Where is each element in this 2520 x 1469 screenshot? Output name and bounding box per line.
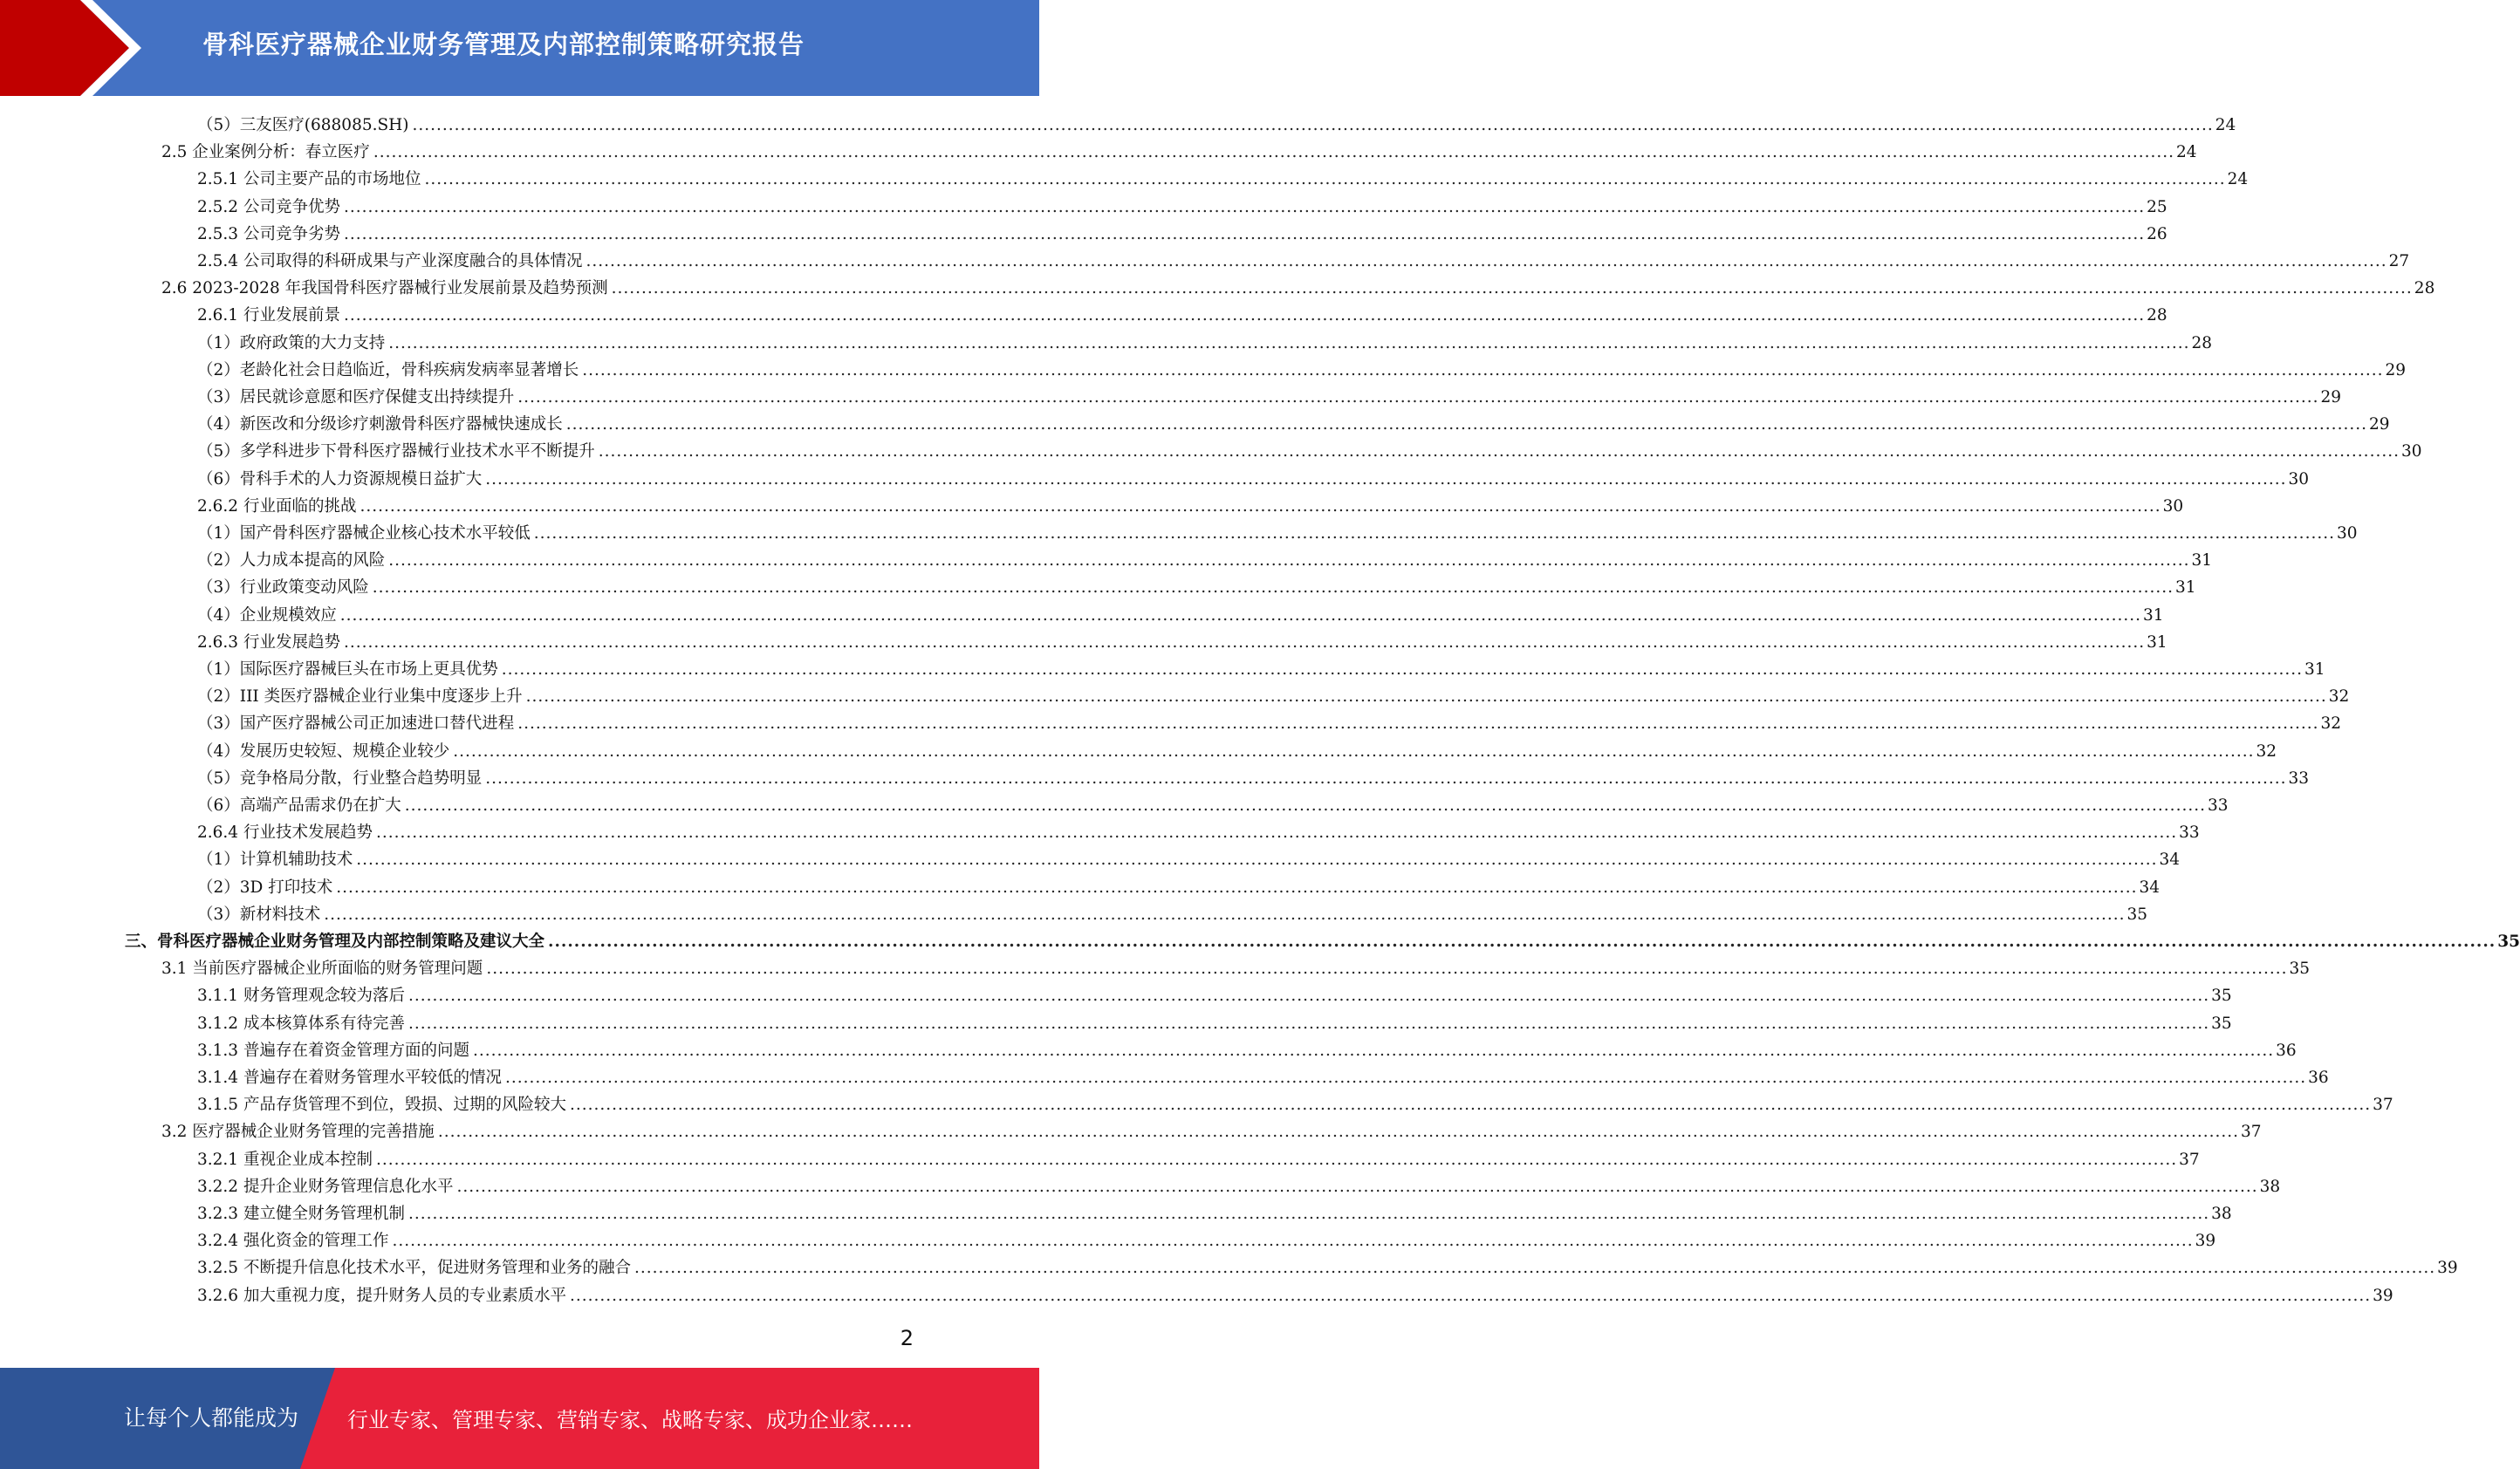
toc-dot-leader: ............................................................................................................................................................................................................................................................................................................ bbox=[424, 170, 2226, 189]
toc-entry[interactable] bbox=[197, 1254, 2458, 1281]
toc-entry[interactable] bbox=[197, 683, 2350, 710]
toc-dot-leader: ............................................................................................................................................................................................................................................................................................................ bbox=[633, 1259, 2436, 1278]
toc-entry[interactable] bbox=[197, 221, 2167, 248]
toc-dot-leader: ............................................................................................................................................................................................................................................................................................................ bbox=[375, 1150, 2178, 1169]
toc-entry-label: 3.2.2 提升企业财务管理信息化水平 bbox=[197, 1177, 454, 1196]
toc-entry-label: （3）行业政策变动风险 bbox=[197, 578, 369, 598]
toc-entry[interactable] bbox=[197, 629, 2167, 656]
toc-dot-leader: ............................................................................................................................................................................................................................................................................................................ bbox=[343, 632, 2146, 652]
toc-dot-leader: ............................................................................................................................................................................................................................................................................................................ bbox=[373, 143, 2174, 162]
toc-entry[interactable] bbox=[161, 955, 2311, 982]
toc-entry[interactable] bbox=[197, 1064, 2329, 1091]
toc-entry-label: 三、骨科医疗器械企业财务管理及内部控制策略及建议大全 bbox=[125, 933, 545, 951]
toc-entry-label: （1）计算机辅助技术 bbox=[197, 851, 353, 870]
toc-entry-label: （4）发展历史较短、规模企业较少 bbox=[197, 741, 450, 761]
toc-entry-page: 37 bbox=[2179, 1150, 2200, 1169]
toc-entry-label: 3.1.2 成本核算体系有待完善 bbox=[197, 1014, 405, 1033]
toc-entry-page: 34 bbox=[2139, 878, 2160, 897]
toc-entry-page: 36 bbox=[2276, 1041, 2297, 1060]
toc-entry-label: 2.6 2023-2028 年我国骨科医疗器械行业发展前景及趋势预测 bbox=[161, 279, 608, 298]
toc-entry-label: 3.2.6 加大重视力度，提升财务人员的专业素质水平 bbox=[197, 1286, 566, 1305]
toc-entry-page: 35 bbox=[2126, 905, 2148, 924]
toc-dot-leader: ............................................................................................................................................................................................................................................................................................................ bbox=[437, 1123, 2239, 1142]
toc-entry[interactable] bbox=[197, 765, 2310, 792]
toc-entry-page: 31 bbox=[2191, 551, 2213, 571]
toc-entry[interactable] bbox=[197, 1037, 2297, 1064]
toc-entry[interactable] bbox=[197, 166, 2249, 193]
toc-entry-label: （1）国际医疗器械巨头在市场上更具优势 bbox=[197, 660, 498, 679]
toc-entry-page: 25 bbox=[2147, 197, 2167, 216]
toc-entry[interactable] bbox=[197, 248, 2410, 275]
toc-entry-page: 38 bbox=[2211, 1205, 2232, 1223]
toc-dot-leader: ............................................................................................................................................................................................................................................................................................................ bbox=[336, 878, 2138, 897]
toc-entry-label: 2.5.3 公司竞争劣势 bbox=[197, 224, 340, 243]
toc-dot-leader: ............................................................................................................................................................................................................................................................................................................ bbox=[533, 524, 2335, 543]
toc-dot-leader: ............................................................................................................................................................................................................................................................................................................ bbox=[343, 306, 2146, 325]
toc-entry-page: 24 bbox=[2176, 143, 2197, 162]
toc-dot-leader: ............................................................................................................................................................................................................................................................................................................ bbox=[392, 1232, 2194, 1251]
toc-entry-label: 3.1 当前医疗器械企业所面临的财务管理问题 bbox=[161, 960, 483, 979]
toc-entry-label: 2.6.4 行业技术发展趋势 bbox=[197, 823, 373, 843]
toc-dot-leader: ............................................................................................................................................................................................................................................................................................................ bbox=[504, 1069, 2307, 1087]
toc-entry[interactable] bbox=[197, 874, 2160, 901]
toc-entry-label: 2.5.1 公司主要产品的市场地位 bbox=[197, 170, 421, 189]
footer-slogan-left: 让每个人都能成为 bbox=[124, 1405, 299, 1431]
toc-entry-label: 2.6.2 行业面临的挑战 bbox=[197, 496, 357, 516]
toc-entry[interactable] bbox=[197, 1146, 2200, 1173]
page-number: 2 bbox=[900, 1326, 914, 1350]
toc-dot-leader: ............................................................................................................................................................................................................................................................................................................ bbox=[585, 252, 2387, 270]
toc-entry[interactable] bbox=[197, 411, 2390, 438]
toc-entry-page: 28 bbox=[2147, 306, 2167, 325]
toc-entry-page: 39 bbox=[2437, 1259, 2458, 1278]
toc-entry-label: 2.5 企业案例分析：春立医疗 bbox=[161, 143, 370, 162]
toc-dot-leader: ............................................................................................................................................................................................................................................................................................................ bbox=[407, 987, 2210, 1006]
toc-entry-label: 3.1.4 普遍存在着财务管理水平较低的情况 bbox=[197, 1069, 502, 1087]
toc-dot-leader: ............................................................................................................................................................................................................................................................................................................ bbox=[343, 224, 2146, 243]
toc-entry-label: （2）III 类医疗器械企业行业集中度逐步上升 bbox=[197, 687, 523, 707]
toc-entry-page: 24 bbox=[2227, 170, 2249, 189]
toc-entry-page: 35 bbox=[2497, 933, 2520, 951]
toc-entry-label: 3.2.5 不断提升信息化技术水平，促进财务管理和业务的融合 bbox=[197, 1259, 631, 1278]
toc-entry[interactable] bbox=[197, 112, 2236, 139]
toc-entry-page: 39 bbox=[2195, 1232, 2216, 1251]
toc-entry-label: （1）国产骨科医疗器械企业核心技术水平较低 bbox=[197, 524, 531, 543]
toc-entry-page: 37 bbox=[2241, 1123, 2262, 1142]
toc-dot-leader: ............................................................................................................................................................................................................................................................................................................ bbox=[569, 1286, 2372, 1305]
toc-dot-leader: ............................................................................................................................................................................................................................................................................................................ bbox=[582, 360, 2384, 379]
toc-dot-leader: ............................................................................................................................................................................................................................................................................................................ bbox=[407, 1205, 2210, 1223]
toc-entry-label: （2）老龄化社会日趋临近，骨科疾病发病率显著增长 bbox=[197, 360, 579, 379]
toc-dot-leader: ............................................................................................................................................................................................................................................................................................................ bbox=[517, 714, 2319, 734]
toc-dot-leader: ............................................................................................................................................................................................................................................................................................................ bbox=[453, 741, 2255, 761]
toc-entry[interactable] bbox=[161, 1118, 2262, 1145]
toc-entry-page: 33 bbox=[2288, 769, 2310, 788]
toc-dot-leader: ............................................................................................................................................................................................................................................................................................................ bbox=[565, 415, 2367, 434]
toc-entry-page: 31 bbox=[2142, 605, 2164, 625]
toc-entry-label: 3.1.3 普遍存在着资金管理方面的问题 bbox=[197, 1041, 469, 1060]
toc-dot-leader: ............................................................................................................................................................................................................................................................................................................ bbox=[375, 823, 2178, 843]
toc-dot-leader: ............................................................................................................................................................................................................................................................................................................ bbox=[598, 442, 2400, 461]
toc-entry-label: 3.2.4 强化资金的管理工作 bbox=[197, 1232, 389, 1251]
toc-entry-label: 3.2.1 重视企业成本控制 bbox=[197, 1150, 373, 1169]
toc-entry[interactable] bbox=[197, 792, 2229, 819]
toc-entry[interactable] bbox=[197, 574, 2196, 601]
toc-entry-page: 30 bbox=[2400, 442, 2422, 461]
toc-entry-page: 36 bbox=[2308, 1069, 2329, 1087]
toc-entry-label: （2）3D 打印技术 bbox=[197, 878, 333, 897]
toc-dot-leader: ............................................................................................................................................................................................................................................................................................................ bbox=[611, 279, 2413, 298]
footer-slogan-right: 行业专家、管理专家、营销专家、战略专家、成功企业家…… bbox=[347, 1408, 913, 1432]
toc-entry-label: （5）多学科进步下骨科医疗器械行业技术水平不断提升 bbox=[197, 442, 595, 461]
toc-entry[interactable] bbox=[197, 438, 2422, 465]
toc-entry-page: 30 bbox=[2162, 496, 2184, 516]
toc-entry[interactable] bbox=[197, 710, 2342, 737]
toc-entry[interactable] bbox=[197, 846, 2181, 873]
toc-entry-page: 26 bbox=[2147, 224, 2167, 243]
toc-entry[interactable] bbox=[197, 466, 2310, 493]
toc-entry[interactable] bbox=[197, 493, 2184, 520]
toc-entry[interactable] bbox=[161, 139, 2197, 166]
toc-entry-page: 29 bbox=[2368, 415, 2390, 434]
toc-entry-label: （3）居民就诊意愿和医疗保健支出持续提升 bbox=[197, 388, 515, 407]
toc-entry[interactable] bbox=[197, 1173, 2281, 1200]
toc-dot-leader: ............................................................................................................................................................................................................................................................................................................ bbox=[501, 660, 2303, 679]
toc-entry-label: （2）人力成本提高的风险 bbox=[197, 551, 386, 571]
toc-entry-page: 31 bbox=[2304, 660, 2325, 679]
toc-entry[interactable] bbox=[197, 738, 2277, 765]
toc-entry-page: 38 bbox=[2259, 1177, 2281, 1196]
toc-dot-leader: ............................................................................................................................................................................................................................................................................................................ bbox=[407, 1014, 2210, 1033]
toc-entry[interactable] bbox=[197, 656, 2325, 683]
toc-entry-label: 3.1.5 产品存货管理不到位，毁损、过期的风险较大 bbox=[197, 1096, 566, 1115]
toc-entry[interactable] bbox=[161, 275, 2435, 302]
toc-dot-leader: ............................................................................................................................................................................................................................................................................................................ bbox=[485, 769, 2287, 788]
toc-entry-label: （1）政府政策的大力支持 bbox=[197, 333, 386, 352]
toc-entry[interactable] bbox=[197, 330, 2213, 357]
toc-entry[interactable] bbox=[197, 547, 2213, 574]
toc-dot-leader: ............................................................................................................................................................................................................................................................................................................ bbox=[372, 578, 2174, 598]
toc-entry[interactable] bbox=[197, 357, 2407, 384]
toc-entry-page: 24 bbox=[2215, 116, 2236, 134]
toc-entry-label: （5）竞争格局分散，行业整合趋势明显 bbox=[197, 769, 483, 788]
toc-dot-leader: ............................................................................................................................................................................................................................................................................................................ bbox=[485, 469, 2287, 489]
toc-entry-label: （6）骨科手术的人力资源规模日益扩大 bbox=[197, 469, 483, 489]
toc-entry[interactable] bbox=[197, 384, 2342, 411]
toc-entry-page: 30 bbox=[2336, 524, 2358, 543]
toc-dot-leader: ............................................................................................................................................................................................................................................................................................................ bbox=[412, 116, 2214, 134]
toc-entry[interactable] bbox=[197, 520, 2358, 547]
toc-entry-label: 3.2 医疗器械企业财务管理的完善措施 bbox=[161, 1123, 435, 1142]
toc-entry-label: 2.6.3 行业发展趋势 bbox=[197, 632, 340, 652]
toc-entry[interactable] bbox=[125, 928, 2520, 955]
toc-dot-leader: ............................................................................................................................................................................................................................................................................................................ bbox=[388, 551, 2190, 571]
toc-entry[interactable] bbox=[197, 1200, 2232, 1227]
toc-entry-page: 31 bbox=[2174, 578, 2196, 598]
toc-entry-label: 2.5.4 公司取得的科研成果与产业深度融合的具体情况 bbox=[197, 252, 583, 270]
toc-dot-leader: ............................................................................................................................................................................................................................................................................................................ bbox=[339, 605, 2141, 625]
toc-entry-page: 37 bbox=[2373, 1096, 2393, 1115]
toc-dot-leader: ............................................................................................................................................................................................................................................................................................................ bbox=[525, 687, 2327, 707]
toc-entry-page: 35 bbox=[2211, 1014, 2232, 1033]
toc-entry[interactable] bbox=[197, 982, 2232, 1009]
toc-entry-label: （5）三友医疗(688085.SH) bbox=[197, 116, 409, 134]
report-title: 骨科医疗器械企业财务管理及内部控制策略研究报告 bbox=[202, 30, 805, 59]
toc-dot-leader: ............................................................................................................................................................................................................................................................................................................ bbox=[548, 933, 2496, 951]
toc-entry-label: （4）新医改和分级诊疗刺激骨科医疗器械快速成长 bbox=[197, 415, 563, 434]
toc-entry-page: 33 bbox=[2207, 796, 2229, 815]
toc-dot-leader: ............................................................................................................................................................................................................................................................................................................ bbox=[324, 905, 2126, 924]
toc-entry-page: 27 bbox=[2388, 252, 2410, 270]
footer-banner bbox=[0, 1368, 1039, 1469]
toc-dot-leader: ............................................................................................................................................................................................................................................................................................................ bbox=[517, 388, 2319, 407]
toc-dot-leader: ............................................................................................................................................................................................................................................................................................................ bbox=[343, 197, 2146, 216]
toc-entry[interactable] bbox=[197, 1282, 2393, 1309]
toc-entry[interactable] bbox=[197, 194, 2167, 221]
toc-dot-leader: ............................................................................................................................................................................................................................................................................................................ bbox=[569, 1096, 2372, 1115]
toc-entry-label: （3）新材料技术 bbox=[197, 905, 321, 924]
toc-entry-page: 32 bbox=[2320, 714, 2342, 734]
toc-entry[interactable] bbox=[197, 302, 2167, 329]
toc-dot-leader: ............................................................................................................................................................................................................................................................................................................ bbox=[472, 1041, 2275, 1060]
toc-dot-leader: ............................................................................................................................................................................................................................................................................................................ bbox=[486, 960, 2288, 979]
toc-dot-leader: ............................................................................................................................................................................................................................................................................................................ bbox=[456, 1177, 2258, 1196]
toc-dot-leader: ............................................................................................................................................................................................................................................................................................................ bbox=[356, 851, 2158, 870]
toc-entry-page: 28 bbox=[2414, 279, 2435, 298]
toc-entry-page: 33 bbox=[2179, 823, 2200, 843]
toc-dot-leader: ............................................................................................................................................................................................................................................................................................................ bbox=[388, 333, 2190, 352]
header-banner bbox=[0, 0, 1039, 96]
toc-entry-page: 29 bbox=[2320, 388, 2342, 407]
toc-entry-label: （4）企业规模效应 bbox=[197, 605, 337, 625]
toc-entry[interactable] bbox=[197, 1010, 2232, 1037]
toc-entry[interactable] bbox=[197, 819, 2200, 846]
toc-dot-leader: ............................................................................................................................................................................................................................................................................................................ bbox=[360, 496, 2161, 516]
toc-entry[interactable] bbox=[197, 602, 2164, 629]
toc-entry-page: 32 bbox=[2256, 741, 2277, 761]
toc-entry-page: 35 bbox=[2289, 960, 2311, 979]
toc-entry-page: 28 bbox=[2191, 333, 2213, 352]
toc-entry-label: 2.6.1 行业发展前景 bbox=[197, 306, 340, 325]
toc-entry-page: 31 bbox=[2147, 632, 2167, 652]
toc-entry[interactable] bbox=[197, 1227, 2216, 1254]
toc-entry-page: 30 bbox=[2288, 469, 2310, 489]
toc-dot-leader: ............................................................................................................................................................................................................................................................................................................ bbox=[404, 796, 2206, 815]
toc-entry-label: 3.2.3 建立健全财务管理机制 bbox=[197, 1205, 405, 1223]
toc-entry-label: 2.5.2 公司竞争优势 bbox=[197, 197, 340, 216]
toc-entry[interactable] bbox=[197, 901, 2148, 928]
toc-entry-label: 3.1.1 财务管理观念较为落后 bbox=[197, 987, 405, 1006]
toc-entry-page: 32 bbox=[2328, 687, 2350, 707]
toc-entry-page: 34 bbox=[2159, 851, 2181, 870]
toc-entry-page: 35 bbox=[2211, 987, 2232, 1006]
toc-entry[interactable] bbox=[197, 1091, 2393, 1118]
toc-entry-page: 29 bbox=[2385, 360, 2407, 379]
toc-entry-label: （6）高端产品需求仍在扩大 bbox=[197, 796, 401, 815]
toc-entry-page: 39 bbox=[2373, 1286, 2393, 1305]
toc-entry-label: （3）国产医疗器械公司正加速进口替代进程 bbox=[197, 714, 515, 734]
